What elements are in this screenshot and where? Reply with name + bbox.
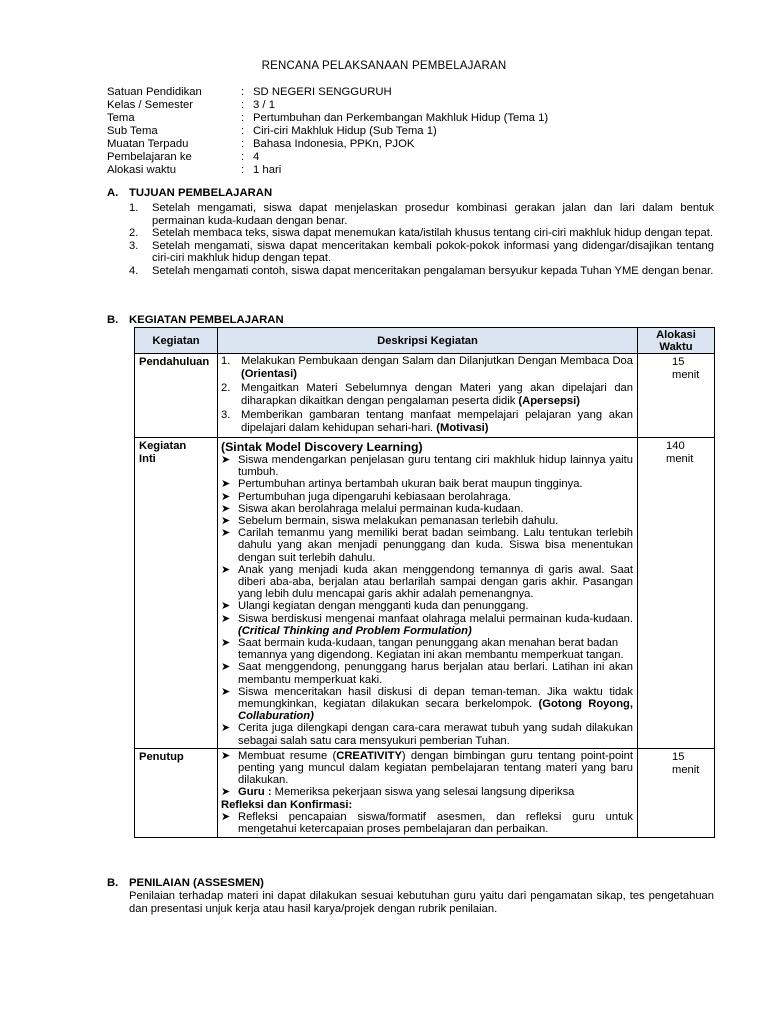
arrow-bullet-icon: ➤: [221, 786, 231, 799]
arrow-bullet-icon: ➤: [221, 811, 231, 824]
list-item: 2. Mengaitkan Materi Sebelumnya dengan Materi yang akan dipelajari dan diharapkan dikaitkan dengan pengalaman peserta didik (Apersepsi): [221, 382, 633, 407]
identity-row: [107, 125, 548, 138]
objective-item: [129, 265, 714, 278]
arrow-bullet-icon: ➤: [221, 527, 231, 540]
alokasi-penutup: 15 menit: [638, 748, 715, 837]
identity-colon: :: [241, 138, 245, 150]
row-penutup: [135, 748, 715, 837]
identity-row: [107, 99, 548, 112]
arrow-bullet-icon: ➤: [221, 515, 231, 528]
identity-value: 1 hari: [253, 164, 282, 176]
arrow-bullet-icon: ➤: [221, 478, 231, 491]
cell-penutup: [218, 748, 638, 837]
item-text: Setelah membaca teks, siswa dapat menemukan kata/istilah khusus tentang ciri-ciri makhluk hidup dengan tepat.: [152, 227, 713, 240]
identity-label: Pembelajaran ke: [107, 151, 192, 163]
identity-label: Muatan Terpadu: [107, 138, 189, 150]
section-assessment-heading: B. PENILAIAN (ASSESMEN): [107, 877, 264, 889]
arrow-bullet-icon: ➤: [221, 454, 231, 466]
item-number: 1.: [221, 355, 231, 367]
section-a-heading: A. TUJUAN PEMBELAJARAN: [107, 187, 273, 199]
item-number: 1.: [129, 202, 139, 214]
row-pendahuluan: [135, 354, 715, 438]
item-number: 3.: [129, 239, 139, 252]
identity-value: 4: [253, 151, 260, 163]
list-item: ➤ Sebelum bermain, siswa melakukan pemanasan terlebih dahulu.: [221, 515, 559, 528]
item-number: 4.: [129, 264, 139, 277]
identity-colon: :: [241, 151, 245, 163]
list-item: 3. Memberikan gambaran tentang manfaat mempelajari pelajaran yang akan dipelajari dalam kehidupan sehari-hari. (Motivasi): [221, 409, 633, 434]
identity-value: Pertumbuhan dan Perkembangan Makhluk Hidup (Tema 1): [253, 112, 549, 124]
list-item: ➤ Saat menggendong, penunggang harus berjalan atau berlari. Latihan ini akan membantu memperkuat kaki.: [221, 661, 633, 686]
identity-table: [107, 86, 548, 177]
label-inti: Kegiatan Inti: [135, 438, 218, 749]
list-item: ➤ Siswa mendengarkan penjelasan guru tentang ciri makhluk hidup lainnya yaitu tumbuh.: [221, 454, 633, 479]
objectives-list: [129, 202, 714, 278]
identity-colon: :: [241, 125, 245, 137]
identity-row: [107, 86, 548, 99]
header-deskripsi: Deskripsi Kegiatan: [218, 328, 638, 354]
identity-value: SD NEGERI SENGGURUH: [253, 86, 392, 98]
list-item: ➤ Refleksi pencapaian siswa/formatif asesmen, dan refleksi guru untuk mengetahui ketercapaian proses pembelajaran dan perbaikan.: [221, 811, 633, 836]
list-item: ➤ Guru : Memeriksa pekerjaan siswa yang selesai langsung diperiksa: [221, 786, 575, 799]
header-alokasi: Alokasi Waktu: [638, 328, 715, 354]
list-item: ➤ Ulangi kegiatan dengan mengganti kuda dan penunggang.: [221, 600, 529, 613]
label-pendahuluan: Pendahuluan: [135, 354, 218, 438]
cell-pendahuluan: [218, 354, 638, 438]
identity-value: Bahasa Indonesia, PPKn, PJOK: [253, 138, 415, 150]
list-item: ➤ Saat bermain kuda-kudaan, tangan penunggang akan menahan berat badan: [221, 637, 619, 650]
item-number: 3.: [221, 409, 231, 421]
activities-table: [134, 327, 715, 838]
identity-label: Sub Tema: [107, 125, 158, 137]
list-item: ➤ Cerita juga dilengkapi dengan cara-cara merawat tubuh yang sudah dilakukan sebagai salah satu cara mensyukuri pemberian Tuhan.: [221, 722, 633, 747]
item-text: Setelah mengamati contoh, siswa dapat menceritakan pengalaman bersyukur kepada Tuhan YME dengan benar.: [152, 264, 714, 277]
arrow-bullet-icon: ➤: [221, 600, 231, 613]
arrow-bullet-icon: ➤: [221, 749, 231, 762]
identity-row: [107, 164, 548, 177]
list-item: ➤ Membuat resume (CREATIVITY) dengan bimbingan guru tentang point-point penting yang muncul dalam kegiatan pembelajaran tentang materi yang baru dilakukan.: [221, 749, 633, 787]
objective-item: [129, 202, 714, 227]
item-text: Setelah mengamati, siswa dapat menjelaskan prosedur kombinasi gerakan jalan dan lari dalam bentuk permainan kuda-kudaan dengan benar.: [152, 202, 714, 227]
item-number: 2.: [221, 382, 231, 394]
arrow-bullet-icon: ➤: [221, 722, 231, 735]
row-inti: [135, 438, 715, 749]
arrow-bullet-icon: ➤: [221, 490, 231, 503]
identity-value: Ciri-ciri Makhluk Hidup (Sub Tema 1): [253, 125, 437, 137]
identity-colon: :: [241, 99, 245, 111]
list-item: ➤ Pertumbuhan artinya bertambah ukuran baik berat maupun tingginya.: [221, 478, 583, 491]
list-item: ➤ Siswa menceritakan hasil diskusi di depan teman-teman. Jika waktu tidak memungkinkan, kegiatan dilakukan secara berkelompok. (Gotong Royong, Collaburation): [221, 685, 633, 723]
identity-label: Kelas / Semester: [107, 99, 194, 111]
refleksi-heading: Refleksi dan Konfirmasi:: [221, 798, 353, 811]
arrow-bullet-icon: ➤: [221, 661, 231, 674]
arrow-bullet-icon: ➤: [221, 612, 231, 625]
identity-label: Alokasi waktu: [107, 164, 177, 176]
item-number: 2.: [129, 227, 139, 240]
identity-value: 3 / 1: [253, 99, 275, 111]
cell-inti: [218, 438, 638, 749]
identity-colon: :: [241, 164, 245, 176]
objective-item: [129, 227, 714, 240]
identity-label: Tema: [107, 112, 135, 124]
section-b-heading: B. KEGIATAN PEMBELAJARAN: [107, 314, 284, 326]
alokasi-pendahuluan: 15 menit: [638, 354, 715, 438]
identity-row: [107, 138, 548, 151]
alokasi-inti: 140 menit: [638, 438, 715, 749]
list-item: ➤ Pertumbuhan juga dipengaruhi kebiasaan berolahraga.: [221, 490, 512, 503]
item-text: Setelah mengamati, siswa dapat menceritakan kembali pokok-pokok informasi yang didengar/disajikan tentang ciri-ciri makhluk hidup dengan tepat.: [152, 239, 714, 265]
identity-colon: :: [241, 112, 245, 124]
list-item: ➤ Siswa akan berolahraga melalui permainan kuda-kudaan.: [221, 502, 524, 515]
document-title: RENCANA PELAKSANAAN PEMBELAJARAN: [261, 60, 507, 72]
list-item: ➤ Carilah temanmu yang memiliki berat badan seimbang. Lalu tentukan terlebih dahulu yang akan menjadi penunggang dan kuda. Siswa bisa menentukan dengan suit terlebih dahulu.: [221, 527, 633, 564]
list-item: ➤ Anak yang menjadi kuda akan menggendong temannya di garis awal. Saat diberi aba-aba, berjalan atau berlarilah sampai dengan garis akhir. Pasangan yang lebih dulu mencapai garis akhir adalah pemenangnya.: [221, 563, 633, 601]
label-penutup: Penutup: [135, 748, 218, 837]
identity-row: [107, 112, 548, 125]
header-kegiatan: Kegiatan: [135, 328, 218, 354]
arrow-bullet-icon: ➤: [221, 685, 231, 698]
arrow-bullet-icon: ➤: [221, 563, 231, 576]
identity-colon: :: [241, 86, 245, 98]
arrow-bullet-icon: ➤: [221, 502, 231, 515]
assessment-paragraph: Penilaian terhadap materi ini dapat dilakukan sesuai kebutuhan guru yaitu dari pengamatan sikap, tes pengetahuan dan presentasi unjuk kerja atau hasil karya/projek dengan rubrik penilaian.: [129, 890, 714, 915]
list-item: temannya yang digendong. Kegiatan ini akan membantu memperkuat tangan.: [238, 649, 624, 662]
list-item: 1. Melakukan Pembukaan dengan Salam dan Dilanjutkan Dengan Membaca Doa (Orientasi): [221, 355, 633, 380]
objective-item: [129, 240, 714, 265]
identity-row: [107, 151, 548, 164]
sintak-heading: (Sintak Model Discovery Learning): [221, 440, 423, 454]
arrow-bullet-icon: ➤: [221, 637, 231, 650]
list-item: ➤ Siswa berdiskusi mengenai manfaat olahraga melalui permainan kuda-kudaan. (Critical Thinking and Problem Formulation): [221, 612, 633, 637]
identity-label: Satuan Pendidikan: [107, 86, 202, 98]
